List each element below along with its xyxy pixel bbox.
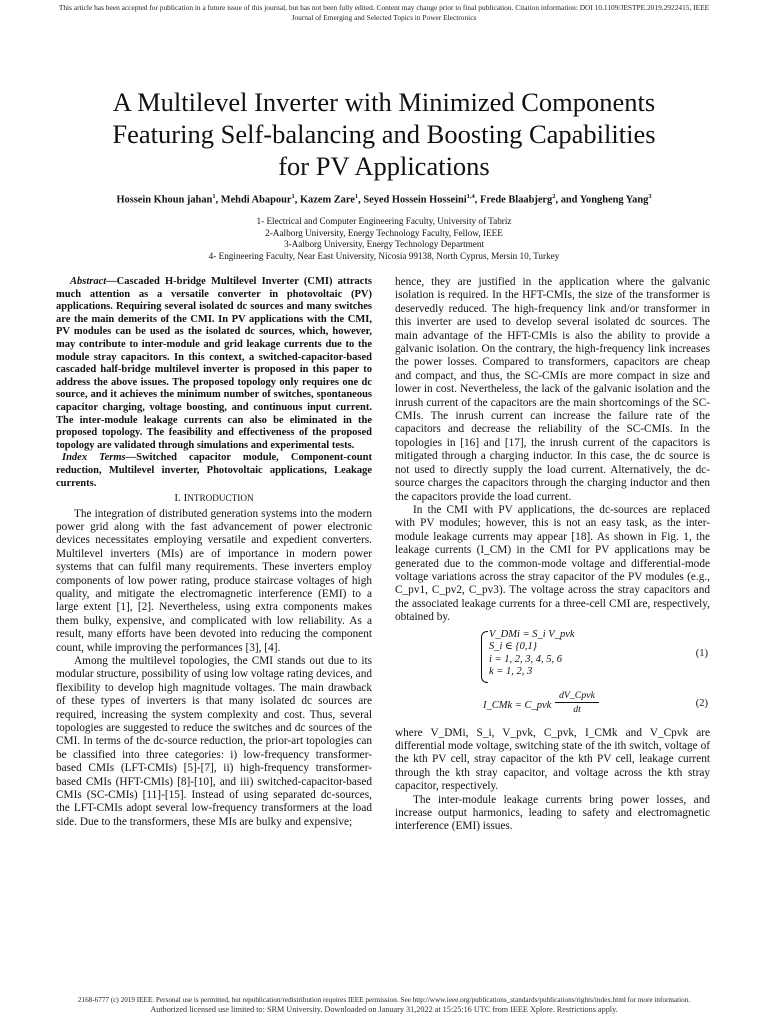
index-terms-text: —Switched capacitor module, Component-count reduction, Multilevel inverter, Photovoltaic applications, Leakage currents. [56, 452, 372, 489]
equation-2-fraction [555, 689, 599, 716]
equation-2-lhs: I_CMk = C_pvk [483, 699, 552, 711]
header-journal-line: Journal of Emerging and Selected Topics in Power Electronics [291, 13, 477, 22]
affiliation-line: 3-Aalborg University, Energy Technology Department [283, 239, 485, 249]
title-line-3: for PV Applications [278, 151, 490, 181]
equation-line: V_DMi = S_i V_pvk [489, 628, 575, 640]
affiliations [100, 216, 668, 262]
affiliation-line: 1- Electrical and Computer Engineering Faculty, University of Tabriz [256, 216, 512, 226]
body-paragraph: where V_DMi, S_i, V_pvk, C_pvk, I_CMk and V_Cpvk are differential mode voltage, switching state of the ith switch, voltage of the kth PV cell, stray capacitor of the kth PV cell, leakage current through the kth stray capacitor, and voltage across the kth stray capacitor, respectively. [395, 726, 710, 793]
author-and: and [560, 194, 578, 206]
fraction-numerator: dV_Cpvk [555, 689, 599, 703]
right-column [395, 276, 710, 834]
author-affil-sup: 1,4 [466, 193, 475, 200]
affiliation-line: 4- Engineering Faculty, Near East University, Nicosia 99138, North Cyprus, Mersin 10, Turkey [208, 250, 560, 261]
author-name: Hossein Khoun jahan [116, 194, 213, 206]
author-affil-sup: 2 [552, 193, 556, 200]
paper-title [40, 86, 728, 182]
author-affil-sup: 3 [648, 193, 652, 200]
left-column [56, 276, 372, 829]
equation-1-lines [489, 629, 575, 679]
body-paragraph: Among the multilevel topologies, the CMI stands out due to its modular structure, possibility of using low voltage rating devices, and flexibility to develop high magnitude voltages. The main drawback of these types of inverters is that many isolated dc sources are required, increasing the system complexity and cost. Thus, several topologies are suggested to reduce the switches and dc sources of the CMI. In terms of the dc-source reduction, the prior-art topologies can be classified into three categories: i) low-frequency transformer-based CMIs (LFT-CMIs) [5]-[7], ii) high-frequency transformer-based CMIs (HFT-CMIs) [8]-[10], and iii) switched-capacitor-based CMIs (SC-CMIs) [11]-[15]. Instead of using separated dc-sources, the LFT-CMIs adopt several low-frequency transformers at the load side. Due to the transformers, these MIs are bulky and expensive; [56, 654, 372, 828]
equation-line: k = 1, 2, 3 [489, 666, 533, 678]
equation-number: (1) [695, 647, 708, 659]
equation-line: S_i ∈ {0,1} [489, 641, 537, 653]
author-name: Mehdi Abapour [220, 194, 292, 206]
author-name: Seyed Hossein Hosseini [363, 194, 467, 206]
page-footer [0, 996, 768, 1014]
author-name: Kazem Zare [299, 194, 355, 206]
body-paragraph: The integration of distributed generation systems into the modern power grid along with the fast advancement of power electronic devices necessitates employing versatile and expedient converters. Multilevel inverters (MIs) are of importance in modern power systems that can fulfil many requirements. These inverters employ components of low power rating, produce staircase voltages of high quality, and mitigate the electromagnetic interference (EMI) to a large extent [1], [2]. Nevertheless, using extra components makes them bulky, expensive, and complicated with low reliability. As a result, many efforts have been devoted into reducing the component count, while improving the performances [3], [4]. [56, 507, 372, 654]
body-paragraph: In the CMI with PV applications, the dc-sources are replaced with PV modules; however, this is not an easy task, as the inter-module leakage currents may appear [18]. As shown in Fig. 1, the leakage currents (I_CM) in the CMI for PV applications may be generated due to the common-mode voltage and differential-mode voltage variations across the stray capacitor of the PV modules (e.g., C_pv1, C_pv2, C_pv3). The voltage across the stray capacitors and the associated leakage currents for a three-cell CMI are, respectively, obtained by. [395, 503, 710, 624]
author-list: Hossein Khoun jahan$^1$, Mehdi Abapour$^1$, Kazem Zare$^1$, Seyed Hossein Hosseini$^{1,4}$, Frede Blaabjerg$^2$, and Yongheng Yang$^3$ [116, 193, 652, 206]
license-notice: Authorized licensed use limited to: SRM University. Downloaded on January 31,2022 at 15:25:16 UTC from IEEE Xplore. Restrictions apply. [150, 1005, 618, 1014]
copyright-notice: 2168-6777 (c) 2019 IEEE. Personal use is permitted, but republication/redistribution requires IEEE permission. See http://www.ieee.org/publications_standards/publications/rights/index.html for more information. [77, 996, 691, 1004]
section-rest: NTRODUCTION [187, 493, 254, 504]
title-line-1: A Multilevel Inverter with Minimized Components [112, 87, 656, 117]
abstract [56, 276, 372, 452]
equation-brace [481, 631, 488, 683]
fraction-denominator: dt [573, 703, 581, 715]
affiliation-line: 2-Aalborg University, Energy Technology Faculty, Fellow, IEEE [265, 227, 503, 238]
body-paragraph: hence, they are justified in the application where the galvanic isolation is required. In the HFT-CMIs, the size of the transformer is deservedly reduced. The high-frequency link and/or transformer in this inverter are used to develop several isolated dc sources. The main advantage of the HFT-CMIs is also the ability to provide a galvanic isolation. On the contrary, the high-frequency link increases the power losses. Compared to transformers, capacitors are cheap and compact, and thus, the SC-CMIs are more compact in size and lower in cost. Nevertheless, the lack of the galvanic isolation and the inrush current of the capacitors are the main shortcomings of the SC-CMIs. The inrush current can increase the failure rate of the capacitors and decrease the reliability of the SC-CMIs. In the topologies in [16] and [17], the inrush current of the capacitors is mitigated through a charging inductor. In this case, the dc source is not used to directly supply the load current. Alternatively, the dc-source charges the capacitors through the charging inductor and then the capacitors provide the load current. [395, 276, 710, 503]
equation-1 [395, 629, 710, 683]
index-terms-label: Index Terms [62, 452, 126, 464]
equation-line: i = 1, 2, 3, 4, 5, 6 [489, 653, 563, 665]
author-name: Frede Blaabjerg [480, 194, 553, 206]
header-citation-line: This article has been accepted for publication in a future issue of this journal, but has not been fully edited. Content may change prior to final publication. Citation information: DOI 10.1109/JESTPE.2019.2922415, IEEE [58, 3, 710, 12]
abstract-text: —Cascaded H-bridge Multilevel Inverter (CMI) attracts much attention as a versatile converter in photovoltaic (PV) applications. Requiring several isolated dc sources and many switches are the main demerits of the CMI. In PV applications with the CMI, PV modules can be used as the isolated dc sources, which, however, may contribute to inter-module and grid leakage currents due to the module stray capacitors. In this context, a switched-capacitor-based cascaded half-bridge multilevel inverter is proposed in this paper to address the above issues. The proposed topology only requires one dc source, and it achieves the minimum number of switches, spontaneous capacitor charging, voltage boosting, and continuous input current. The inter-module leakage currents can also be eliminated in the proposed topology. The feasibility and effectiveness of the proposed topology are validated through simulations and experimental tests. [56, 276, 372, 451]
journal-header [0, 3, 768, 23]
section-number: I. [174, 492, 181, 505]
author-affil-sup: 1 [212, 193, 216, 200]
index-terms [56, 452, 372, 490]
body-paragraph: The inter-module leakage currents bring power losses, and increase output harmonics, leading to safety and electromagnetic interference (EMI) issues. [395, 793, 710, 833]
author-affil-sup: 1 [291, 193, 295, 200]
title-line-2: Featuring Self-balancing and Boosting Capabilities [112, 119, 656, 149]
section-heading [56, 492, 372, 505]
abstract-label: Abstract [70, 276, 107, 287]
author-name: Yongheng Yang [579, 194, 649, 206]
equation-number: (2) [695, 697, 708, 709]
author-affil-sup: 1 [354, 193, 359, 200]
equation-2 [395, 689, 710, 723]
section-first-letter: I [183, 492, 188, 505]
